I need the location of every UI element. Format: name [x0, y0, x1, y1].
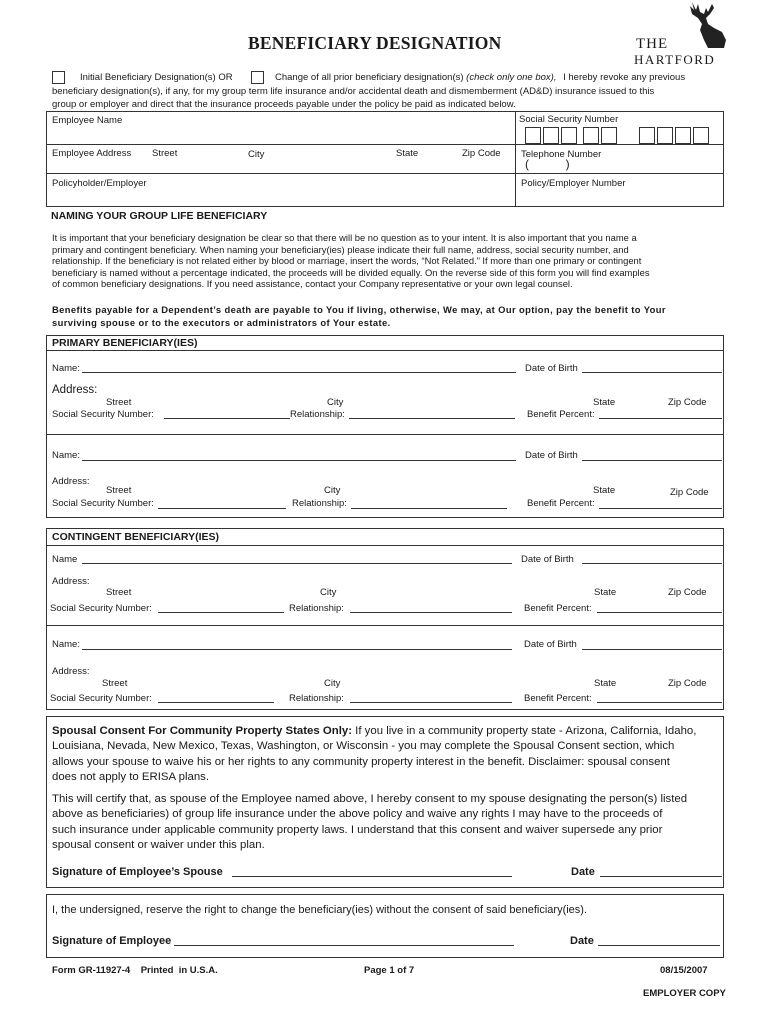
reserve-text: I, the undersigned, reserve the right to change the beneficiary(ies) without the consent of said beneficiary(ies).: [52, 904, 588, 916]
naming-line: relationship. If the beneficiary is not related either by blood or marriage, insert the words, “Not Related.” If more than one primary or contingent: [52, 255, 642, 267]
ssn-digit-box[interactable]: [601, 127, 617, 144]
naming-line: beneficiary is named without a percentage indicated, the proceeds will be divided equally. On the reverse side of this form you will find examples: [52, 266, 650, 278]
page-number: Page 1 of 7: [364, 965, 415, 976]
naming-line: of common beneficiary designations. If you need assistance, contact your Company representative or your own legal counsel.: [52, 278, 573, 290]
primary-2-ssn-label: Social Security Number:: [52, 498, 154, 509]
naming-line: primary and contingent beneficiary. When naming your beneficiary(ies) please indicate their full name, address, social security number, and: [52, 243, 629, 255]
employer-copy: EMPLOYER COPY: [643, 988, 726, 999]
spousal-intro-line: allows your spouse to waive his or her rights to any community property interest in the benefit. Disclaimer: spousal consent: [52, 755, 670, 768]
revoke-text: I hereby revoke any previous: [563, 72, 686, 83]
contingent-1-dob-label: Date of Birth: [521, 554, 574, 565]
employee-signature-label: Signature of Employee: [52, 935, 172, 947]
spousal-intro-line: Louisiana, Nevada, New Mexico, Texas, Washington, or Wisconsin - you may complete the Spousal Consent section, which: [52, 740, 675, 753]
naming-paragraph: [52, 232, 732, 290]
stag-icon: [678, 0, 730, 50]
contingent-2-dob-label: Date of Birth: [524, 639, 577, 650]
contingent-2-street-label: Street: [102, 678, 128, 689]
primary-1-percent-label: Benefit Percent:: [527, 409, 595, 420]
ssn-digit-box[interactable]: [583, 127, 599, 144]
form-number: Form GR-11927-4 Printed in U.S.A.: [52, 965, 218, 976]
contingent-1-relationship-line[interactable]: [350, 612, 512, 613]
spousal-intro-line: does not apply to ERISA plans.: [52, 771, 210, 784]
ssn-digit-box[interactable]: [543, 127, 559, 144]
contingent-2-percent-line[interactable]: [597, 702, 722, 703]
contingent-1-name-label: Name: [52, 554, 78, 565]
contingent-2-name-line[interactable]: [82, 649, 512, 650]
contingent-2-ssn-line[interactable]: [158, 702, 274, 703]
spousal-intro-text: If you live in a community property state - Arizona, California, Idaho,: [352, 725, 697, 737]
initial-designation-label: Initial Beneficiary Designation(s) OR: [80, 72, 233, 83]
ssn-label: Social Security Number: [519, 114, 619, 125]
contingent-2-dob-line[interactable]: [582, 649, 722, 650]
dependent-note-line: surviving spouse or to the executors or administrators of Your estate.: [52, 316, 391, 328]
contingent-2-zip-label: Zip Code: [668, 678, 707, 689]
dependent-note-line: Benefits payable for a Dependent’s death are payable to You if living, otherwise, We may, at Our option, pay the benefit to Your: [52, 304, 666, 315]
primary-2-dob-label: Date of Birth: [525, 450, 578, 461]
primary-heading: PRIMARY BENEFICIARY(IES): [52, 337, 198, 349]
contingent-2-city-label: City: [324, 678, 341, 689]
primary-1-name-label: Name:: [52, 363, 80, 374]
primary-1-address-label: Address:: [52, 384, 98, 396]
spouse-date-line[interactable]: [600, 876, 722, 877]
spouse-signature-label: Signature of Employee’s Spouse: [52, 866, 223, 878]
primary-1-street-label: Street: [106, 397, 132, 408]
contingent-1-relationship-label: Relationship:: [289, 603, 344, 614]
contingent-1-city-label: City: [320, 587, 337, 598]
street-label: Street: [152, 148, 178, 159]
spousal-heading: Spousal Consent For Community Property States Only:: [52, 725, 352, 737]
ssn-digit-box[interactable]: [525, 127, 541, 144]
naming-heading: NAMING YOUR GROUP LIFE BENEFICIARY: [51, 210, 268, 222]
page-title: BENEFICIARY DESIGNATION: [248, 33, 502, 53]
intro-line-3: group or employer and direct that the insurance proceeds payable under the policy be paid as indicated below.: [52, 99, 516, 110]
employee-date-label: Date: [570, 935, 594, 947]
primary-1-dob-line[interactable]: [582, 372, 722, 373]
change-designation-label: Change of all prior beneficiary designation(s): [275, 72, 464, 83]
ssn-digit-box[interactable]: [657, 127, 673, 144]
primary-1-dob-label: Date of Birth: [525, 363, 578, 374]
city-label: City: [248, 149, 265, 160]
telephone-label: Telephone Number: [521, 149, 602, 160]
ssn-digit-box[interactable]: [561, 127, 577, 144]
primary-1-name-line[interactable]: [82, 372, 516, 373]
contingent-beneficiary-section: [46, 528, 724, 710]
certify-line: above as beneficiaries) of group life insurance under the above policy and waive any rights I may have to the proceeds of: [52, 808, 663, 821]
primary-2-street-label: Street: [106, 485, 132, 496]
certify-line: such insurance under applicable community property laws. I understand that this consent and waiver supersede any prior: [52, 823, 663, 836]
employee-info-table: [46, 111, 724, 207]
primary-2-relationship-label: Relationship:: [292, 498, 347, 509]
certify-line: spousal consent or waiver under this plan.: [52, 839, 265, 852]
contingent-2-state-label: State: [594, 678, 617, 689]
primary-1-state-label: State: [593, 397, 616, 408]
naming-line: It is important that your beneficiary designation be clear so that there will be no question as to your intent. It is also important that you name a: [52, 232, 637, 243]
contingent-1-state-label: State: [594, 587, 617, 598]
intro-line-2: beneficiary designation(s), if any, for my group term life insurance and/or accidental death and dismemberment (AD&D) insurance issued to this: [52, 86, 655, 97]
contingent-1-percent-label: Benefit Percent:: [524, 603, 592, 614]
intro-line-1: [275, 72, 685, 83]
primary-1-relationship-label: Relationship:: [290, 409, 345, 420]
contingent-1-address-label: Address:: [52, 576, 90, 587]
primary-2-zip-label: Zip Code: [670, 487, 709, 498]
policyholder-label: Policyholder/Employer: [52, 178, 147, 189]
contingent-1-zip-label: Zip Code: [668, 587, 707, 598]
certify-line: This will certify that, as spouse of the Employee named above, I hereby consent to my spouse designating the person(s) listed: [52, 793, 688, 805]
hartford-logo: [630, 0, 730, 70]
primary-1-city-label: City: [327, 397, 344, 408]
contingent-2-ssn-label: Social Security Number:: [50, 693, 152, 704]
contingent-1-percent-line[interactable]: [597, 612, 722, 613]
contingent-heading: CONTINGENT BENEFICIARY(IES): [52, 531, 220, 543]
employee-address-label: Employee Address: [52, 148, 132, 159]
contingent-2-name-label: Name:: [52, 639, 80, 650]
spouse-date-label: Date: [571, 866, 595, 878]
primary-beneficiary-section: [46, 335, 724, 518]
primary-1-percent-line[interactable]: [599, 418, 722, 419]
primary-2-address-label: Address:: [52, 476, 90, 487]
contingent-1-ssn-label: Social Security Number:: [50, 603, 152, 614]
contingent-2-address-label: Address:: [52, 666, 90, 677]
employee-date-line[interactable]: [598, 945, 720, 946]
primary-2-dob-line[interactable]: [582, 460, 722, 461]
zip-label: Zip Code: [462, 148, 501, 159]
form-date: 08/15/2007: [660, 965, 708, 976]
spouse-signature-line[interactable]: [232, 876, 512, 877]
change-designation-checkbox[interactable]: [251, 71, 264, 84]
contingent-1-street-label: Street: [106, 587, 132, 598]
primary-1-relationship-line[interactable]: [349, 418, 515, 419]
contingent-2-relationship-line[interactable]: [350, 702, 512, 703]
employee-signature-line[interactable]: [174, 945, 514, 946]
primary-1-zip-label: Zip Code: [668, 397, 707, 408]
logo-hartford: HARTFORD: [634, 52, 716, 67]
ssn-digit-box[interactable]: [639, 127, 655, 144]
contingent-1-ssn-line[interactable]: [158, 612, 284, 613]
logo-the: THE: [636, 36, 669, 52]
employee-name-label: Employee Name: [52, 115, 123, 126]
primary-2-percent-label: Benefit Percent:: [527, 498, 595, 509]
check-one-note: (check only one box),: [466, 72, 557, 83]
contingent-2-percent-label: Benefit Percent:: [524, 693, 592, 704]
ssn-digit-box[interactable]: [675, 127, 691, 144]
contingent-1-dob-line[interactable]: [582, 563, 722, 564]
primary-1-ssn-line[interactable]: [164, 418, 290, 419]
ssn-digit-box[interactable]: [693, 127, 709, 144]
primary-1-ssn-label: Social Security Number:: [52, 409, 154, 420]
contingent-1-name-line[interactable]: [82, 563, 512, 564]
initial-designation-checkbox[interactable]: [52, 71, 65, 84]
primary-2-name-line[interactable]: [82, 460, 516, 461]
primary-2-state-label: State: [593, 485, 616, 496]
dependent-note: [52, 304, 666, 329]
spousal-certify: [52, 792, 724, 854]
primary-2-name-label: Name:: [52, 450, 80, 461]
primary-2-relationship-line[interactable]: [351, 508, 507, 509]
area-code-parens: ( ): [525, 157, 570, 171]
contingent-2-relationship-label: Relationship:: [289, 693, 344, 704]
primary-2-percent-line[interactable]: [599, 508, 722, 509]
primary-2-city-label: City: [324, 485, 341, 496]
spousal-intro: [52, 724, 724, 786]
state-label: State: [396, 148, 419, 159]
policy-number-label: Policy/Employer Number: [521, 178, 626, 189]
primary-2-ssn-line[interactable]: [158, 508, 286, 509]
